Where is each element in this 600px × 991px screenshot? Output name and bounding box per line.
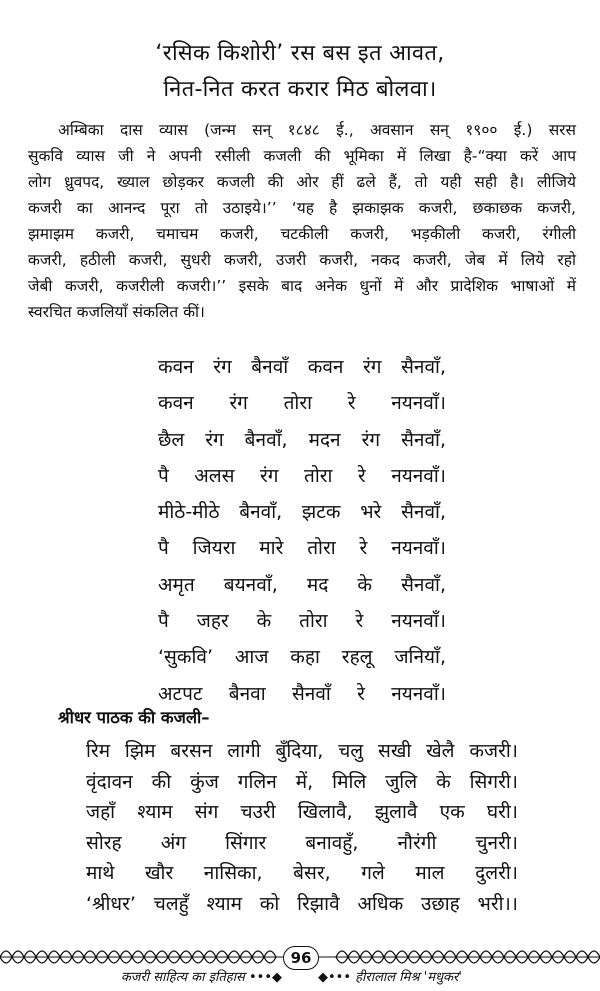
- prose-line: कजरी का आनन्द पूरा तो उठाइये।’’ ‘यह है झकाझक कजरी, छकाछक कजरी,: [28, 199, 576, 217]
- page-number: 96: [283, 946, 319, 970]
- poem-line: रिम झिम बरसन लागी बुँदिया, चलु सखी खेलै कजरी।: [86, 740, 518, 762]
- couplet-line: नित-नित करत करार मिठ बोलवा।: [163, 77, 437, 102]
- poem-line: जहाँ श्याम संग चउरी खिलावै, झुलावै एक घरी।: [86, 801, 518, 824]
- author-name: [318, 969, 462, 987]
- prose-paragraph: [28, 117, 576, 325]
- prose-line: जेबी कजरी, कजरीली कजरी।’’ इसके बाद अनेक धुनों में और प्रादेशिक भाषाओं में: [28, 277, 576, 295]
- page-footer: [0, 940, 600, 990]
- prose-line: सुकवि व्यास जी ने अपनी रसीली कजली की भूमिका में लिखा है-“क्या करें आप: [28, 147, 576, 165]
- couplet-line: ‘रसिक किशोरी’ रस बस इत आवत,: [155, 41, 445, 66]
- prose-line: लोग ध्रुवपद, ख्याल छोड़कर कजली की ओर हीं ढले हैं, तो यही सही है। लीजिये: [28, 173, 576, 191]
- shridhar-poem: [86, 736, 518, 920]
- poem-line: अमृत बयनवाँ, मद के सैनवाँ,: [158, 573, 446, 596]
- poem-line: कवन रंग बैनवाँ कवन रंग सैनवाँ,: [158, 356, 446, 378]
- book-title-text: कजरी साहित्य का इतिहास: [120, 970, 245, 985]
- poem-line: सोरह अंग सिंगार बनावहुँ, नौरंगी चुनरी।: [86, 831, 518, 854]
- section-heading: श्रीधर पाठक की कजली–: [58, 708, 210, 727]
- poem-line: छैल रंग बैनवाँ, मदन रंग सैनवाँ,: [158, 428, 446, 451]
- author-name-text: हीरालाल मिश्र 'मधुकर': [355, 970, 462, 985]
- kajri-poem: [158, 349, 446, 712]
- poem-line: माथे खौर नासिका, बेसर, गले माल दुलरी।: [86, 862, 518, 885]
- poem-line: अटपट बैनवा सैनवाँ रे नयनवाँ।: [158, 682, 446, 705]
- poem-line: कवन रंग तोरा रे नयनवाँ।: [158, 392, 446, 415]
- prose-line: अम्बिका दास व्यास (जन्म सन् १८४८ ई., अवसान सन् १९०० ई.) सरस: [58, 121, 576, 139]
- prose-line: झमाझम कजरी, चमाचम कजरी, चटकीली कजरी, भड़कीली कजरी, रंगीली: [28, 225, 576, 243]
- book-title: [121, 969, 282, 987]
- poem-line: ‘श्रीधर’ चलहुँ श्याम को रिझावै अधिक उछाह भरी।।: [86, 892, 518, 915]
- poem-line: ‘सुकवि’ आज कहा रहलू जनियाँ,: [158, 646, 446, 669]
- separator-ornament: •••◆: [248, 970, 282, 985]
- opening-couplet: [0, 36, 600, 108]
- poem-line: मीठे-मीठे बैनवाँ, झटक भरे सैनवाँ,: [158, 501, 446, 524]
- poem-line: पै जहर के तोरा रे नयनवाँ।: [158, 610, 446, 633]
- poem-line: पै अलस रंग तोरा रे नयनवाँ।: [158, 464, 446, 487]
- poem-line: पै जियरा मारे तोरा रे नयनवाँ।: [158, 537, 446, 560]
- poem-line: वृंदावन की कुंज गलिन में, मिलि जुलि के सिगरी।: [86, 770, 518, 793]
- prose-line: स्वरचित कजलियाँ संकलित कीं।: [28, 303, 205, 321]
- separator-ornament: ◆•••: [318, 970, 352, 985]
- prose-line: कजरी, हठीली कजरी, सुधरी कजरी, उजरी कजरी, नकद कजरी, जेब में लिये रहो: [28, 251, 576, 269]
